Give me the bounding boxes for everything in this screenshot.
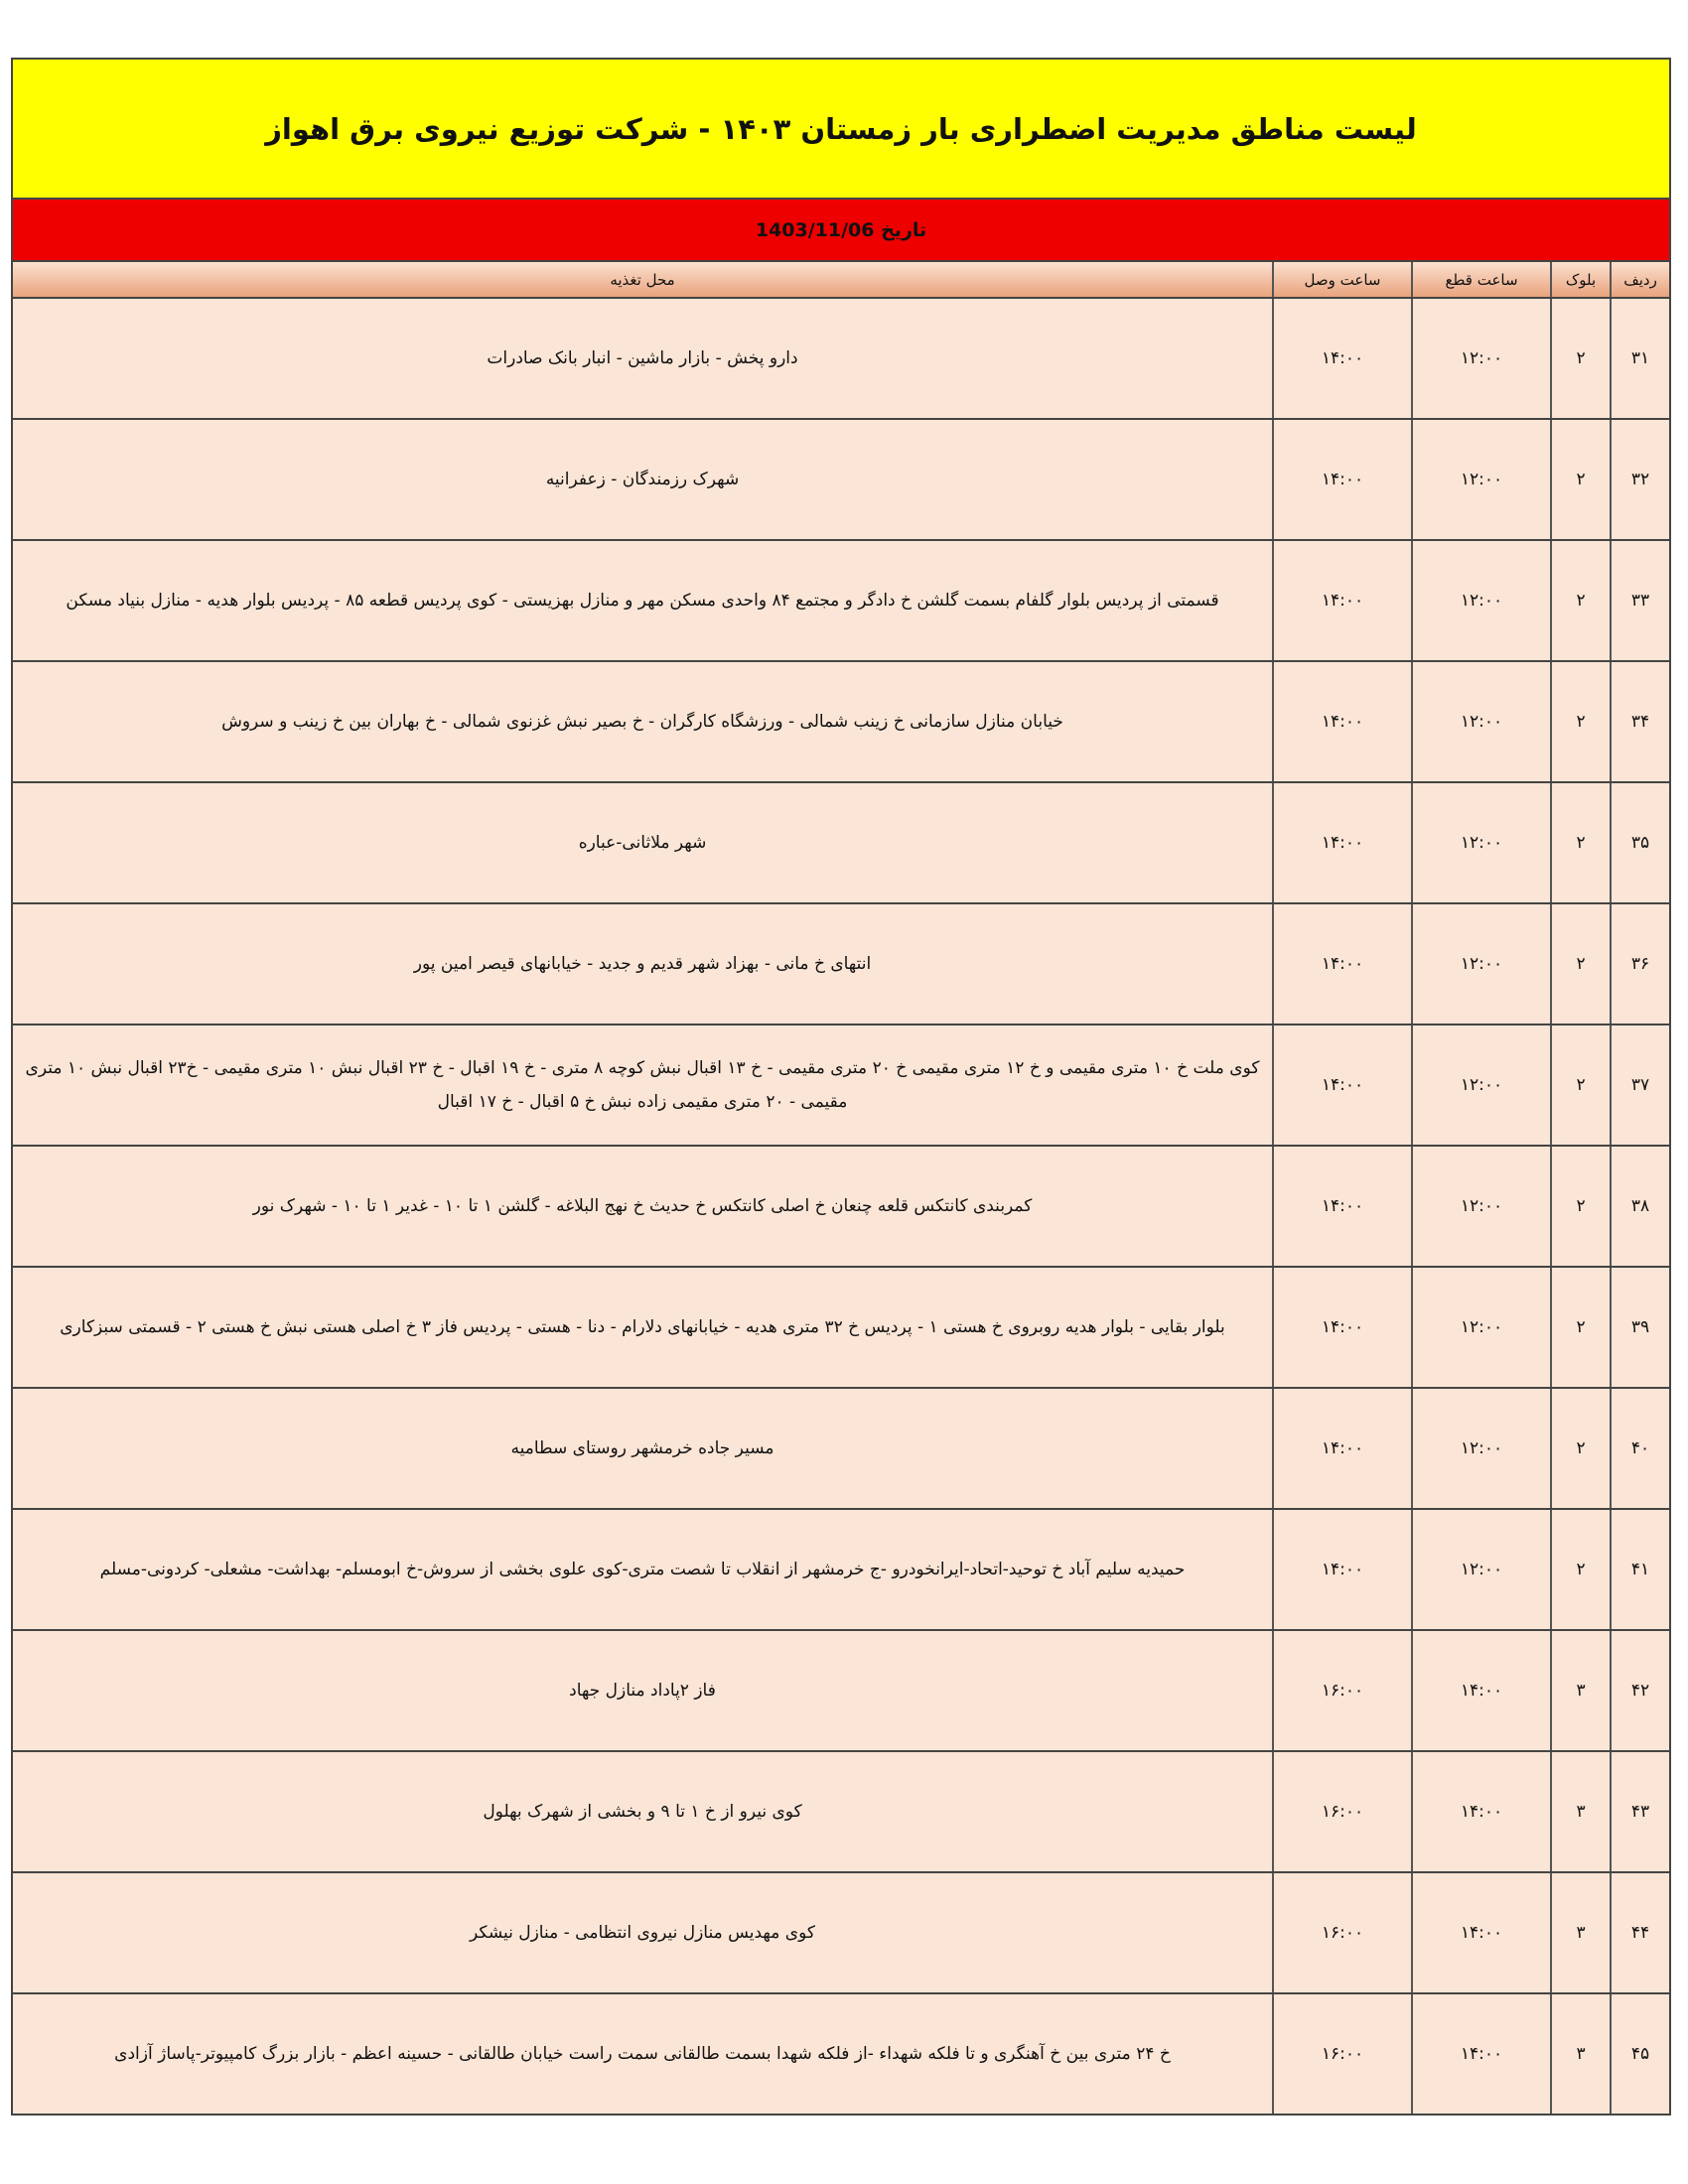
row-block: ۳ <box>1550 1752 1610 1871</box>
header-cut-time: ساعت قطع <box>1411 262 1550 297</box>
row-connect-time: ۱۴:۰۰ <box>1272 1268 1411 1387</box>
row-block: ۲ <box>1550 662 1610 781</box>
row-location: کوی نیرو از خ ۱ تا ۹ و بخشی از شهرک بهلول <box>483 1802 802 1822</box>
table-row <box>11 1147 1671 1268</box>
table-row <box>11 1994 1671 2116</box>
row-location: قسمتی از پردیس بلوار گلفام بسمت گلشن خ دادگر و مجتمع ۸۴ واحدی مسکن مهر و منازل بهزیستی - کوی پردیس قطعه ۸۵ - پردیس بلوار هدیه - منازل بنیاد مسکن <box>66 591 1219 611</box>
row-index: ۳۸ <box>1610 1147 1669 1266</box>
table-body <box>11 299 1671 2116</box>
row-block: ۲ <box>1550 1147 1610 1266</box>
row-cut-time: ۱۲:۰۰ <box>1411 420 1550 539</box>
table-row <box>11 299 1671 420</box>
row-location: فاز ۲پاداد منازل جهاد <box>569 1681 716 1701</box>
row-cut-time: ۱۴:۰۰ <box>1411 1631 1550 1750</box>
row-index: ۳۶ <box>1610 904 1669 1024</box>
table-row <box>11 1873 1671 1994</box>
row-block: ۲ <box>1550 420 1610 539</box>
row-block: ۳ <box>1550 1994 1610 2114</box>
row-location: دارو پخش - بازار ماشین - انبار بانک صادرات <box>487 348 798 368</box>
table-row <box>11 1631 1671 1752</box>
row-cut-time: ۱۴:۰۰ <box>1411 1873 1550 1992</box>
row-connect-time: ۱۴:۰۰ <box>1272 420 1411 539</box>
row-index: ۳۳ <box>1610 541 1669 660</box>
row-block: ۲ <box>1550 1025 1610 1145</box>
table-row <box>11 420 1671 541</box>
row-cut-time: ۱۲:۰۰ <box>1411 541 1550 660</box>
table-row <box>11 541 1671 662</box>
table-row <box>11 1752 1671 1873</box>
row-connect-time: ۱۴:۰۰ <box>1272 904 1411 1024</box>
row-location: کوی مهدیس منازل نیروی انتظامی - منازل نیشکر <box>470 1923 815 1943</box>
row-location: کوی ملت خ ۱۰ متری مقیمی و خ ۱۲ متری مقیمی خ ۲۰ متری مقیمی - خ ۱۳ اقبال نبش کوچه ۸ متری - خ ۱۹ اقبال - خ ۲۳ اقبال نبش ۱۰ متری مقیمی - خ۲۳ اقبال نبش ۱۰ متری مقیمی - ۲۰ متری مقیمی زاده نبش خ ۵ اقبال - خ ۱۷ اقبال <box>25 1058 1260 1112</box>
row-cut-time: ۱۲:۰۰ <box>1411 1389 1550 1508</box>
table-row <box>11 904 1671 1025</box>
row-location: حمیدیه سلیم آباد خ توحید-اتحاد-ایرانخودرو -ج خرمشهر از انقلاب تا شصت متری-کوی علوی بخشی از سروش-خ ابومسلم- بهداشت- مشعلی- کردونی-مسلم <box>99 1560 1186 1579</box>
row-cut-time: ۱۲:۰۰ <box>1411 662 1550 781</box>
row-connect-time: ۱۴:۰۰ <box>1272 783 1411 902</box>
row-connect-time: ۱۴:۰۰ <box>1272 541 1411 660</box>
row-cut-time: ۱۲:۰۰ <box>1411 299 1550 418</box>
row-block: ۲ <box>1550 783 1610 902</box>
row-block: ۳ <box>1550 1631 1610 1750</box>
row-connect-time: ۱۴:۰۰ <box>1272 1510 1411 1629</box>
row-connect-time: ۱۴:۰۰ <box>1272 299 1411 418</box>
row-connect-time: ۱۶:۰۰ <box>1272 1631 1411 1750</box>
schedule-sheet <box>11 58 1671 2116</box>
row-connect-time: ۱۴:۰۰ <box>1272 1389 1411 1508</box>
row-block: ۲ <box>1550 1268 1610 1387</box>
row-index: ۳۵ <box>1610 783 1669 902</box>
row-cut-time: ۱۴:۰۰ <box>1411 1994 1550 2114</box>
row-index: ۳۱ <box>1610 299 1669 418</box>
row-index: ۳۴ <box>1610 662 1669 781</box>
header-block: بلوک <box>1550 262 1610 297</box>
row-block: ۳ <box>1550 1873 1610 1992</box>
header-location: محل تغذیه <box>610 270 675 289</box>
row-connect-time: ۱۶:۰۰ <box>1272 1873 1411 1992</box>
row-cut-time: ۱۲:۰۰ <box>1411 1025 1550 1145</box>
header-index: ردیف <box>1610 262 1669 297</box>
table-row <box>11 1025 1671 1147</box>
date-banner: تاریخ 1403/11/06 <box>11 200 1671 262</box>
table-row <box>11 783 1671 904</box>
row-location: خ ۲۴ متری بین خ آهنگری و تا فلکه شهداء -از فلکه شهدا بسمت طالقانی سمت راست خیابان طالقانی - حسینه اعظم - بازار بزرگ کامپیوتر-پاساژ آزادی <box>114 2044 1171 2064</box>
table-header <box>11 262 1671 299</box>
row-connect-time: ۱۶:۰۰ <box>1272 1994 1411 2114</box>
row-index: ۴۵ <box>1610 1994 1669 2114</box>
table-row <box>11 1389 1671 1510</box>
row-index: ۳۹ <box>1610 1268 1669 1387</box>
row-cut-time: ۱۲:۰۰ <box>1411 1268 1550 1387</box>
row-block: ۲ <box>1550 1389 1610 1508</box>
row-connect-time: ۱۶:۰۰ <box>1272 1752 1411 1871</box>
row-block: ۲ <box>1550 299 1610 418</box>
row-location: بلوار بقایی - بلوار هدیه روبروی خ هستی ۱ - پردیس خ ۳۲ متری هدیه - خیابانهای دلارام - دنا - هستی - پردیس فاز ۳ خ اصلی هستی نبش خ هستی ۲ - قسمتی سبزکاری <box>60 1317 1225 1337</box>
row-index: ۴۱ <box>1610 1510 1669 1629</box>
row-location: انتهای خ مانی - بهزاد شهر قدیم و جدید - خیابانهای قیصر امین پور <box>413 954 872 974</box>
row-index: ۴۳ <box>1610 1752 1669 1871</box>
row-location: مسیر جاده خرمشهر روستای سطامیه <box>510 1438 774 1458</box>
row-location: شهرک رزمندگان - زعفرانیه <box>545 470 740 489</box>
row-index: ۴۲ <box>1610 1631 1669 1750</box>
row-block: ۲ <box>1550 541 1610 660</box>
row-cut-time: ۱۲:۰۰ <box>1411 1147 1550 1266</box>
row-connect-time: ۱۴:۰۰ <box>1272 662 1411 781</box>
row-index: ۴۴ <box>1610 1873 1669 1992</box>
page-title: لیست مناطق مدیریت اضطراری بار زمستان ۱۴۰۳ - شرکت توزیع نیروی برق اهواز <box>11 58 1671 200</box>
row-index: ۴۰ <box>1610 1389 1669 1508</box>
row-location: شهر ملاثانی-عباره <box>578 833 707 853</box>
header-connect-time: ساعت وصل <box>1272 262 1411 297</box>
row-cut-time: ۱۴:۰۰ <box>1411 1752 1550 1871</box>
row-block: ۲ <box>1550 904 1610 1024</box>
row-connect-time: ۱۴:۰۰ <box>1272 1147 1411 1266</box>
table-row <box>11 1268 1671 1389</box>
row-cut-time: ۱۲:۰۰ <box>1411 783 1550 902</box>
table-row <box>11 662 1671 783</box>
row-cut-time: ۱۲:۰۰ <box>1411 1510 1550 1629</box>
row-location: خیابان منازل سازمانی خ زینب شمالی - ورزشگاه کارگران - خ بصیر نبش غزنوی شمالی - خ بهاران بین خ زینب و سروش <box>221 712 1063 732</box>
table-row <box>11 1510 1671 1631</box>
row-connect-time: ۱۴:۰۰ <box>1272 1025 1411 1145</box>
row-location: کمربندی کانتکس قلعه چنعان خ اصلی کانتکس خ حدیث خ نهج البلاغه - گلشن ۱ تا ۱۰ - غدیر ۱ تا ۱۰ - شهرک نور <box>252 1196 1033 1216</box>
row-index: ۳۲ <box>1610 420 1669 539</box>
row-block: ۲ <box>1550 1510 1610 1629</box>
row-index: ۳۷ <box>1610 1025 1669 1145</box>
row-cut-time: ۱۲:۰۰ <box>1411 904 1550 1024</box>
